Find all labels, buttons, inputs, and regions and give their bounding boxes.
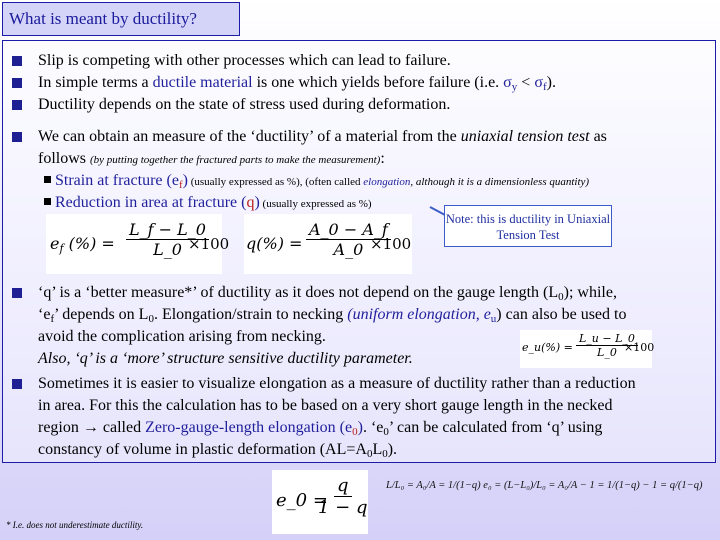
text-span: constancy of volume in plastic deformation (AL=A [38, 441, 367, 458]
math-text: ×100 [624, 341, 655, 354]
small-note: , although it is a dimensionless quantity) [410, 176, 590, 188]
bullet-4-text [38, 126, 607, 148]
uniaxial-tension-term: uniaxial tension test [460, 128, 590, 145]
denominator: A_0 [333, 240, 364, 259]
bullet-6-line-2: in area. For this the calculation has to be based on a very short gauge length in the necked [38, 397, 613, 414]
text-span: ) [182, 172, 188, 189]
math-text: e_0 = [276, 490, 328, 511]
derivation-equation: L/L₀ = A₀/A = 1/(1−q) e₀ = (L−L₀)/L₀ = A₀/A − 1 = 1/(1−q) − 1 = q/(1−q) [386, 480, 703, 491]
small-note: (by putting together the fractured parts to make the measurement) [90, 154, 381, 166]
text-span: as [589, 128, 607, 145]
subscript: 0 [148, 313, 154, 325]
subscript: f [59, 242, 64, 255]
numerator: A_0 − A_f [306, 220, 391, 240]
ductile-material-term: ductile material [152, 74, 253, 91]
math-var: e [50, 234, 60, 253]
text-span: ‘e [38, 306, 51, 323]
numerator: q [334, 475, 352, 497]
text-span: region → called [38, 419, 146, 436]
subscript: u [490, 313, 497, 325]
uniform-elongation-term: (uniform elongation, e [347, 306, 491, 323]
text-span: < [517, 74, 535, 91]
bullet-icon [12, 288, 22, 298]
text-span: ) [357, 419, 363, 436]
math-text: q(%) = [246, 234, 303, 253]
subscript: f [542, 81, 547, 93]
text-span: ) [254, 194, 260, 211]
text-span: . Elongation/strain to necking [153, 306, 348, 323]
bullet-4-continued [38, 148, 385, 172]
text-span: ). [546, 74, 556, 91]
formula-q [244, 214, 412, 274]
bullet-icon [12, 379, 22, 389]
text-span: L [372, 441, 383, 458]
small-note: (usually expressed as %), (often called [187, 176, 364, 188]
text-span: follows [38, 150, 90, 167]
slide-title: What is meant by ductility? [2, 2, 240, 36]
subscript: 0 [352, 426, 358, 438]
strain-term: Strain at fracture (e [55, 172, 179, 189]
text-span: ’ can be calculated from ‘q’ using [388, 419, 603, 436]
reduction-term: Reduction in area at fracture ( [55, 194, 247, 211]
subscript: f [50, 313, 55, 325]
note-callout: Note: this is ductility in Uniaxial Tension Test [444, 205, 612, 247]
bullet-icon [12, 78, 22, 88]
elongation-term: elongation [363, 176, 411, 188]
formula-ef [46, 214, 230, 274]
text-span: ‘q’ is a ‘better measure*’ of ductility as it does not depend on the gauge length (L [38, 284, 559, 301]
math-text: ×100 [188, 235, 230, 253]
denominator: L_0 [153, 240, 182, 259]
bullet-5-line-3: avoid the complication arising from necking. [38, 328, 326, 345]
square-bullet-icon [44, 198, 51, 205]
square-bullet-icon [44, 176, 51, 183]
subscript: f [178, 179, 183, 191]
math-text: e_u(%) = [522, 341, 573, 354]
denominator: L_0 [597, 346, 617, 359]
text-span: : [380, 150, 385, 167]
math-text: (%) = [63, 234, 115, 253]
sigma-symbol: σ [503, 74, 512, 91]
sub-item-reduction [44, 192, 372, 216]
text-span: ) can also be used to [496, 306, 627, 323]
bullet-3-text: Ductility depends on the state of stress used during deformation. [38, 96, 451, 113]
bullet-icon [12, 100, 22, 110]
subscript: y [511, 81, 518, 93]
subscript: 0 [382, 448, 388, 460]
bullet-6-line-1: Sometimes it is easier to visualize elongation as a measure of ductility rather than a reduction [38, 375, 636, 392]
bullet-6-line-4 [38, 439, 397, 466]
text-span: is one which yields before failure (i.e. [252, 74, 504, 91]
math-text: ×100 [370, 235, 412, 253]
formula-e0 [272, 470, 368, 534]
bullet-icon [12, 132, 22, 142]
fraction [318, 475, 368, 518]
q-symbol: q [246, 194, 255, 211]
bullet-icon [12, 56, 22, 66]
text-span: . ‘e [362, 419, 384, 436]
zero-gauge-term: Zero-gauge-length elongation (e [145, 419, 353, 436]
denominator: 1 − q [318, 497, 368, 518]
sigma-symbol: σ [534, 74, 543, 91]
text-span: ’ depends on L [54, 306, 149, 323]
numerator: L_u − L_0 [576, 332, 638, 346]
subscript: 0 [366, 448, 373, 460]
subscript: 0 [558, 291, 564, 303]
text-span: In simple terms a [38, 74, 153, 91]
formula-eu [520, 330, 655, 368]
small-note: (usually expressed as %) [259, 198, 372, 210]
bullet-5-line-4: Also, ‘q’ is a ‘more’ structure sensitive ductility parameter. [38, 350, 413, 367]
numerator: L_f − L_0 [126, 220, 209, 240]
subscript: 0 [383, 426, 389, 438]
bullet-1-text: Slip is competing with other processes which can lead to failure. [38, 52, 451, 69]
footnote: * I.e. does not underestimate ductility. [6, 520, 144, 530]
text-span: ). [387, 441, 398, 458]
text-span: We can obtain an measure of the ‘ductility’ of a material from the [38, 128, 461, 145]
text-span: ); while, [563, 284, 617, 301]
